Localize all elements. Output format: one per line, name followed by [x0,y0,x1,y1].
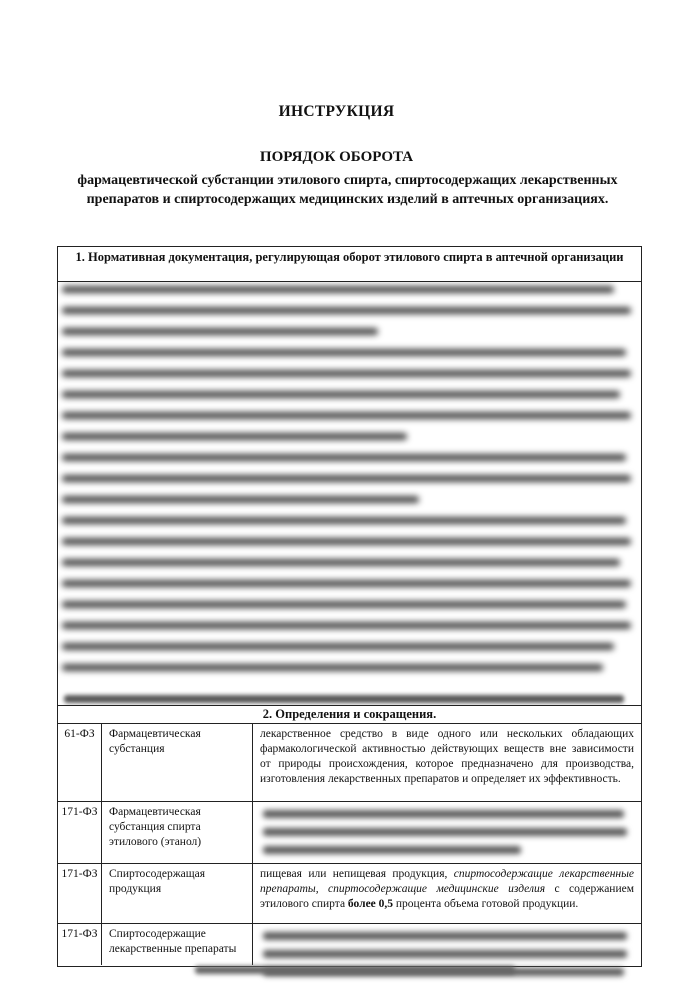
instruction-table [57,246,642,967]
term-name: Спиртосодержащие лекарственные препараты [102,924,253,965]
law-reference: 171-ФЗ [58,802,102,863]
blurred-text-block [62,286,637,699]
definition-text-bold: более 0,5 [347,898,394,910]
table-row [58,863,641,923]
document-description: фармацевтической субстанции этилового спирта, спиртосодержащих лекарственных препаратов и спиртосодержащих медицинских изделий в аптечных организациях. [77,173,618,207]
term-definition-blurred [253,802,641,863]
term-definition: лекарственное средство в виде одного или нескольких обладающих фармакологической активностью действующих веществ вне зависимости от природы происхождения, которое предназначено для производства, изготовления лекарственных препаратов и определяет их эффективность. [260,728,634,785]
definition-text-italic: спиртосодержащие медицинские изделия [328,883,546,895]
section-1-blurred-content [58,281,641,705]
blurred-text-block [263,810,631,857]
definition-text-italic: спиртосодержащие лекарственные препараты, [260,868,635,895]
table-row [58,723,641,801]
table-row [58,801,641,863]
term-name: Спиртосодержащая продукция [102,864,253,923]
term-name: Фармацевтическая субстанция спирта этилового (этанол) [102,802,253,863]
document-title: ИНСТРУКЦИЯ [278,103,395,120]
definition-text: процента объема готовой продукции. [395,898,579,910]
term-name: Фармацевтическая субстанция [102,724,253,801]
section-2-heading: 2. Определения и сокращения. [58,705,641,723]
definition-text: с содержанием этилового спирта [260,883,635,910]
definition-text: пищевая или непищевая продукция, [260,868,448,880]
document-subtitle: ПОРЯДОК ОБОРОТА [259,149,414,165]
blurred-text-block [263,932,631,959]
law-reference: 171-ФЗ [58,924,102,965]
term-definition [253,864,641,923]
table-row [58,923,641,965]
section-1-heading: 1. Нормативная документация, регулирующая оборот этилового спирта в аптечной организации [75,250,624,264]
law-reference: 171-ФЗ [58,864,102,923]
term-definition-blurred [253,924,641,965]
blurred-page-tail [195,966,515,974]
law-reference: 61-ФЗ [58,724,102,801]
blurred-text-tail [64,695,624,703]
